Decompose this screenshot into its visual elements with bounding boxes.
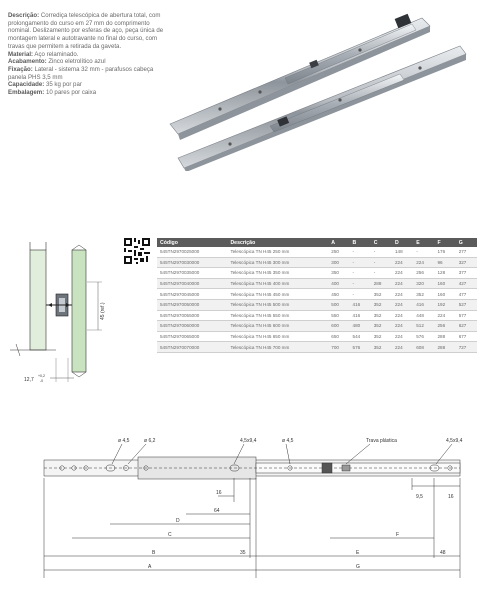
label-trava-plastica: Trava plástica (366, 438, 397, 444)
table-cell: 352 (371, 331, 392, 342)
table-cell: 545TN2970035000 (157, 268, 227, 279)
section-drawing (10, 232, 125, 392)
table-cell: 545TN2970050000 (157, 299, 227, 310)
table-cell: 650 (328, 331, 349, 342)
description-paragraph (8, 12, 168, 51)
table-cell: - (371, 247, 392, 257)
table-cell: 545TN2970025000 (157, 247, 227, 257)
dim-16-right: 16 (448, 494, 454, 500)
table-cell: 416 (350, 299, 371, 310)
table-row (157, 278, 477, 289)
table-cell: - (371, 268, 392, 279)
table-row (157, 299, 477, 310)
col-header-e: E (413, 238, 434, 247)
table-cell: 288 (371, 278, 392, 289)
table-cell: - (413, 247, 434, 257)
table-cell: 300 (328, 257, 349, 268)
technical-drawing (0, 430, 502, 590)
table-cell: 352 (371, 289, 392, 300)
table-cell: 512 (413, 321, 434, 332)
dim-b: B (152, 550, 156, 556)
table-cell: 600 (328, 321, 349, 332)
col-header-g: G (456, 238, 477, 247)
fixing-line (8, 66, 168, 81)
dim-a: A (148, 564, 152, 570)
table-cell: - (350, 268, 371, 279)
product-photo (160, 6, 480, 171)
finish-label: Acabamento: (8, 58, 47, 66)
table-cell: 224 (392, 257, 413, 268)
table-cell: 627 (456, 321, 477, 332)
dim-c: C (168, 532, 172, 538)
table-row (157, 289, 477, 300)
table-cell: 545TN2970045000 (157, 289, 227, 300)
dim-e: E (356, 550, 360, 556)
table-cell: - (350, 278, 371, 289)
section-tol-bottom: -0 (40, 379, 44, 383)
spec-table (157, 238, 477, 353)
table-cell: Telescópica TN H45 600 mm (227, 321, 328, 332)
table-cell: 224 (392, 268, 413, 279)
table-row (157, 331, 477, 342)
table-cell: 480 (350, 321, 371, 332)
table-cell: Telescópica TN H45 450 mm (227, 289, 328, 300)
table-cell: 545TN2970070000 (157, 342, 227, 353)
table-cell: 477 (456, 289, 477, 300)
section-width-dim: 12,7 (24, 377, 34, 383)
material-label: Material: (8, 50, 34, 58)
col-header-b: B (350, 238, 371, 247)
table-cell: Telescópica TN H45 250 mm (227, 247, 328, 257)
material-text: Aço relaminado. (34, 50, 79, 58)
description-text: Corrediça telescópica de abertura total, com prolongamento do curso em 27 mm do comprimento nominal. Deslizamento por esferas de aço, peça única de montagem lateral e autotravante no final do curso, com travas que permitem a retirada da gaveta. (8, 12, 164, 50)
table-cell: 176 (434, 247, 455, 257)
table-cell: 527 (456, 299, 477, 310)
table-cell: Telescópica TN H45 500 mm (227, 299, 328, 310)
col-header-c: C (371, 238, 392, 247)
dim-g: G (356, 564, 360, 570)
label-hole-diameter-2: ø 6,2 (144, 438, 156, 444)
table-cell: 160 (434, 278, 455, 289)
table-cell: 224 (392, 342, 413, 353)
table-cell: 350 (328, 268, 349, 279)
table-cell: 416 (413, 299, 434, 310)
qr-code[interactable] (124, 238, 150, 264)
dim-f: F (396, 532, 400, 538)
table-cell: 256 (413, 268, 434, 279)
table-cell: Telescópica TN H45 400 mm (227, 278, 328, 289)
packing-text: 10 pares por caixa (45, 89, 97, 97)
product-description (8, 12, 168, 97)
label-hole-diameter-1: ø 4,5 (118, 438, 130, 444)
table-cell: 277 (456, 247, 477, 257)
table-cell: 400 (328, 278, 349, 289)
table-row (157, 310, 477, 321)
table-cell: 545TN2970060000 (157, 321, 227, 332)
table-cell: 427 (456, 278, 477, 289)
table-cell: 320 (413, 278, 434, 289)
fixing-text: Lateral - sistema 32 mm - parafusos cabeça panela PHS 3,5 mm (8, 65, 154, 81)
col-header-codigo: Código (157, 238, 227, 247)
description-label: Descrição: (8, 12, 40, 19)
table-row (157, 247, 477, 257)
table-cell: 224 (413, 257, 434, 268)
table-cell: 448 (413, 310, 434, 321)
table-cell: - (350, 247, 371, 257)
section-height-dim: 45 (ref.) (100, 302, 106, 320)
table-cell: 250 (328, 247, 349, 257)
material-line (8, 51, 168, 59)
table-cell: 352 (413, 289, 434, 300)
table-cell: 416 (350, 310, 371, 321)
packing-line (8, 89, 168, 97)
table-cell: 288 (434, 342, 455, 353)
packing-label: Embalagem: (8, 89, 45, 97)
table-cell: 224 (392, 321, 413, 332)
table-row (157, 257, 477, 268)
table-cell: 352 (371, 321, 392, 332)
dim-9-5: 9,5 (416, 494, 423, 500)
table-cell: 500 (328, 299, 349, 310)
dim-16-left: 16 (216, 490, 222, 496)
table-cell: 128 (434, 268, 455, 279)
table-cell: 577 (456, 310, 477, 321)
table-cell: 727 (456, 342, 477, 353)
table-cell: 677 (456, 331, 477, 342)
dim-35: 35 (240, 550, 246, 556)
table-row (157, 268, 477, 279)
table-cell: 545TN2970030000 (157, 257, 227, 268)
table-cell: 576 (413, 331, 434, 342)
table-cell: 224 (392, 331, 413, 342)
table-cell: Telescópica TN H45 700 mm (227, 342, 328, 353)
finish-text: Zinco eletrolítico azul (48, 58, 106, 66)
label-hole-diameter-3: ø 4,5 (282, 438, 294, 444)
dim-64: 64 (214, 508, 220, 514)
table-cell: 192 (434, 299, 455, 310)
col-header-f: F (434, 238, 455, 247)
table-cell: 450 (328, 289, 349, 300)
table-cell: 148 (392, 247, 413, 257)
table-cell: 352 (371, 299, 392, 310)
table-cell: 545TN2970055000 (157, 310, 227, 321)
table-cell: 96 (434, 257, 455, 268)
table-cell: 576 (350, 342, 371, 353)
capacity-label: Capacidade: (8, 81, 45, 89)
table-cell: - (350, 289, 371, 300)
capacity-text: 35 kg por par (45, 81, 82, 89)
table-cell: Telescópica TN H45 550 mm (227, 310, 328, 321)
col-header-d: D (392, 238, 413, 247)
label-slot-1: 4,5x9,4 (240, 438, 257, 444)
table-cell: Telescópica TN H45 300 mm (227, 257, 328, 268)
table-row (157, 342, 477, 353)
table-cell: - (350, 257, 371, 268)
table-cell: 545TN2970065000 (157, 331, 227, 342)
col-header-descricao: Descrição (227, 238, 328, 247)
table-cell: 224 (392, 278, 413, 289)
table-cell: 550 (328, 310, 349, 321)
table-cell: 224 (392, 289, 413, 300)
table-cell: 224 (392, 299, 413, 310)
table-cell: 160 (434, 289, 455, 300)
table-header-row (157, 238, 477, 247)
table-cell: 327 (456, 257, 477, 268)
table-cell: Telescópica TN H45 650 mm (227, 331, 328, 342)
table-cell: Telescópica TN H45 350 mm (227, 268, 328, 279)
table-row (157, 321, 477, 332)
table-cell: 377 (456, 268, 477, 279)
finish-line (8, 58, 168, 66)
table-cell: 352 (371, 310, 392, 321)
table-cell: - (371, 257, 392, 268)
dim-48: 48 (440, 550, 446, 556)
table-cell: 352 (371, 342, 392, 353)
table-cell: 700 (328, 342, 349, 353)
col-header-a: A (328, 238, 349, 247)
table-cell: 224 (392, 310, 413, 321)
table-cell: 544 (350, 331, 371, 342)
table-cell: 608 (413, 342, 434, 353)
table-cell: 256 (434, 321, 455, 332)
dim-d: D (176, 518, 180, 524)
capacity-line (8, 81, 168, 89)
table-cell: 545TN2970040000 (157, 278, 227, 289)
table-cell: 224 (434, 310, 455, 321)
label-slot-2: 4,5x9,4 (446, 438, 463, 444)
fixing-label: Fixação: (8, 65, 33, 73)
table-cell: 288 (434, 331, 455, 342)
section-tol-top: +0,2 (38, 374, 45, 378)
